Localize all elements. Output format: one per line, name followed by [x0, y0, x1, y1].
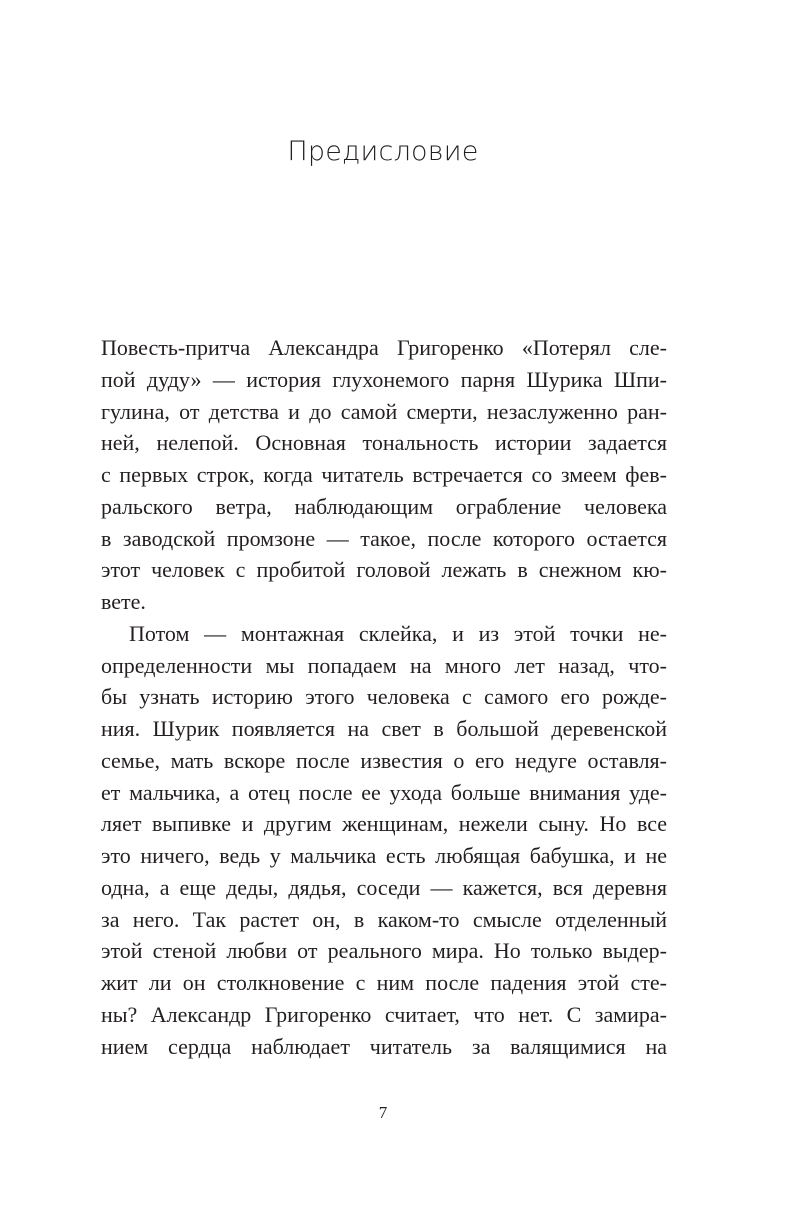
body-text — [101, 332, 667, 1062]
page-number: 7 — [378, 1103, 388, 1122]
text-line: Потом — монтажная склейка, и из этой точки не- — [129, 620, 667, 646]
text-line: бы узнать историю этого человека с самого его рожде- — [101, 684, 667, 710]
text-line: одна, а еще деды, дядья, соседи — кажется, вся деревня — [101, 874, 667, 900]
text-line: ет мальчика, а отец после ее ухода больше внимания уде- — [101, 779, 667, 805]
text-line: ны? Александр Григоренко считает, что нет. С замира- — [101, 1001, 667, 1027]
text-line: вете. — [101, 589, 146, 614]
paragraph-2 — [101, 618, 667, 1063]
text-line: это ничего, ведь у мальчика есть любящая бабушка, и не — [101, 843, 667, 868]
text-line: в заводской промзоне — такое, после которого остается — [101, 525, 667, 551]
text-line: гулина, от детства и до самой смерти, незаслуженно ран- — [101, 398, 667, 424]
text-line: пой дуду» — история глухонемого парня Шурика Шпи- — [101, 366, 667, 392]
text-line: с первых строк, когда читатель встречается со змеем фев- — [101, 462, 667, 487]
text-line: ральского ветра, наблюдающим ограбление человека — [101, 493, 667, 519]
text-line: этой стеной любви от реального мира. Но только выдер- — [101, 938, 667, 964]
chapter-title: Предисловие — [287, 136, 479, 167]
text-line: жит ли он столкновение с ним после падения этой сте- — [101, 970, 667, 995]
text-line: за него. Так растет он, в каком-то смысле отделенный — [101, 906, 667, 932]
text-line: нием сердца наблюдает читатель за валящимися на — [101, 1033, 667, 1059]
text-line: семье, мать вскоре после известия о его недуге оставля- — [101, 747, 667, 773]
text-line: определенности мы попадаем на много лет назад, что- — [101, 652, 667, 678]
text-line: Повесть-притча Александра Григоренко «Потерял сле- — [101, 335, 667, 360]
text-line: этот человек с пробитой головой лежать в снежном кю- — [101, 557, 667, 583]
text-line: ния. Шурик появляется на свет в большой деревенской — [101, 716, 667, 741]
text-line: ней, нелепой. Основная тональность истории задается — [101, 430, 667, 456]
text-line: ляет выпивке и другим женщинам, нежели сыну. Но все — [101, 811, 667, 837]
paragraph-1 — [101, 332, 667, 618]
